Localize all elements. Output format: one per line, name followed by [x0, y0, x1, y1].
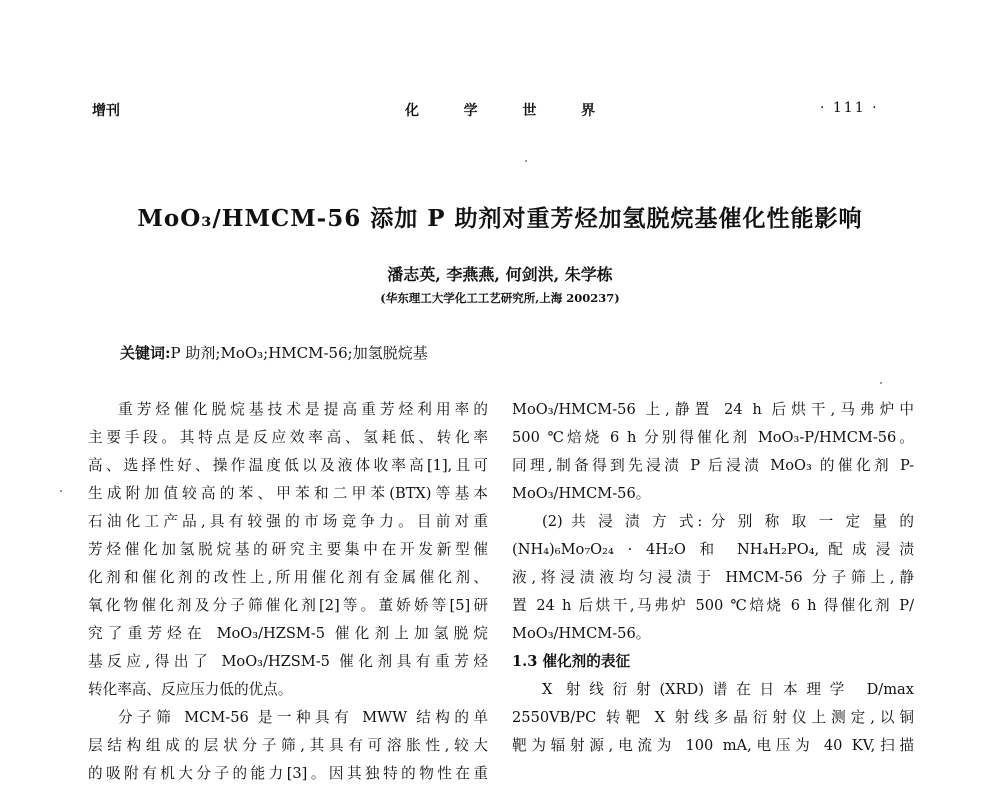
body-text-line: MoO₃/HMCM-56 上,静置 24 h 后烘干,马弗炉中 — [512, 401, 914, 418]
body-text-line: 分子筛 MCM-56 是一种具有 MWW 结构的单 — [118, 709, 488, 726]
scan-speck — [60, 490, 62, 492]
body-text-line: 层结构组成的层状分子筛,其具有可溶胀性,较大 — [88, 737, 488, 754]
right-column — [512, 396, 914, 760]
keywords-text: P 助剂;MoO₃;HMCM-56;加氢脱烷基 — [170, 344, 428, 362]
body-text-line: X 射线衍射(XRD)谱在日本理学 D/max — [542, 681, 914, 698]
body-text-line: 500 ℃焙烧 6 h 分别得催化剂 MoO₃-P/HMCM-56。 — [512, 429, 914, 446]
running-header-left: 增刊 — [92, 103, 120, 119]
paper-authors: 潘志英, 李燕燕, 何剑洪, 朱学栋 — [387, 265, 613, 284]
body-text-line: 主要手段。其特点是反应效率高、氢耗低、转化率 — [88, 429, 488, 446]
section-heading: 1.3 催化剂的表征 — [512, 653, 631, 670]
body-text-line: 石油化工产品,具有较强的市场竞争力。目前对重 — [88, 513, 488, 530]
body-text-line: 置 24 h 后烘干,马弗炉 500 ℃焙烧 6 h 得催化剂 P/ — [512, 597, 914, 614]
body-text-line: 液,将浸渍液均匀浸渍于 HMCM-56 分子筛上,静 — [512, 569, 914, 586]
body-text-line: MoO₃/HMCM-56。 — [512, 485, 651, 502]
journal-name-char: 世 — [522, 103, 537, 119]
scan-speck — [880, 382, 882, 384]
keywords-label: 关键词: — [120, 344, 171, 362]
body-text-line: 靶为辐射源,电流为 100 mA,电压为 40 KV,扫描 — [512, 737, 914, 754]
body-text-line: 高、选择性好、操作温度低以及液体收率高[1],且可 — [88, 457, 488, 474]
body-text-line: 究了重芳烃在 MoO₃/HZSM-5 催化剂上加氢脱烷 — [88, 625, 488, 642]
page-number: · 111 · — [820, 100, 879, 116]
journal-name — [405, 100, 595, 120]
journal-name-char: 学 — [463, 103, 478, 119]
body-text-line: 转化率高、反应压力低的优点。 — [88, 681, 293, 698]
body-text-line: 2550VB/PC 转靶 X 射线多晶衍射仪上测定,以铜 — [512, 709, 914, 726]
keywords — [120, 342, 428, 363]
body-text-line: MoO₃/HMCM-56。 — [512, 625, 651, 642]
body-text-line: 氧化物催化剂及分子筛催化剂[2]等。董娇娇等[5]研 — [88, 597, 488, 614]
scan-speck — [525, 160, 527, 162]
body-text-line: (NH₄)₆Mo₇O₂₄ · 4H₂O 和 NH₄H₂PO₄,配成浸渍 — [512, 541, 914, 558]
body-text-line: 化剂和催化剂的改性上,所用催化剂有金属催化剂、 — [88, 569, 488, 586]
body-text-line: 生成附加值较高的苯、甲苯和二甲苯(BTX)等基本 — [88, 485, 488, 502]
paper-title: MoO₃/HMCM-56 添加 P 助剂对重芳烃加氢脱烷基催化性能影响 — [137, 205, 863, 232]
body-text-line: (2) 共 浸 渍 方 式: 分 别 称 取 一 定 量 的 — [542, 513, 914, 530]
body-text-line: 的吸附有机大分子的能力[3]。因其独特的物性在重 — [88, 765, 488, 782]
body-text-line: 同理,制备得到先浸渍 P 后浸渍 MoO₃ 的催化剂 P- — [512, 457, 914, 474]
left-column — [88, 396, 488, 788]
journal-name-char: 化 — [405, 103, 419, 119]
body-text-line: 芳烃催化加氢脱烷基的研究主要集中在开发新型催 — [88, 541, 488, 558]
journal-name-char: 界 — [580, 103, 595, 119]
paper-affiliation: (华东理工大学化工工艺研究所,上海 200237) — [380, 291, 620, 305]
body-text-line: 重芳烃催化脱烷基技术是提高重芳烃利用率的 — [118, 401, 488, 418]
body-text-line: 基反应,得出了 MoO₃/HZSM-5 催化剂具有重芳烃 — [88, 653, 488, 670]
